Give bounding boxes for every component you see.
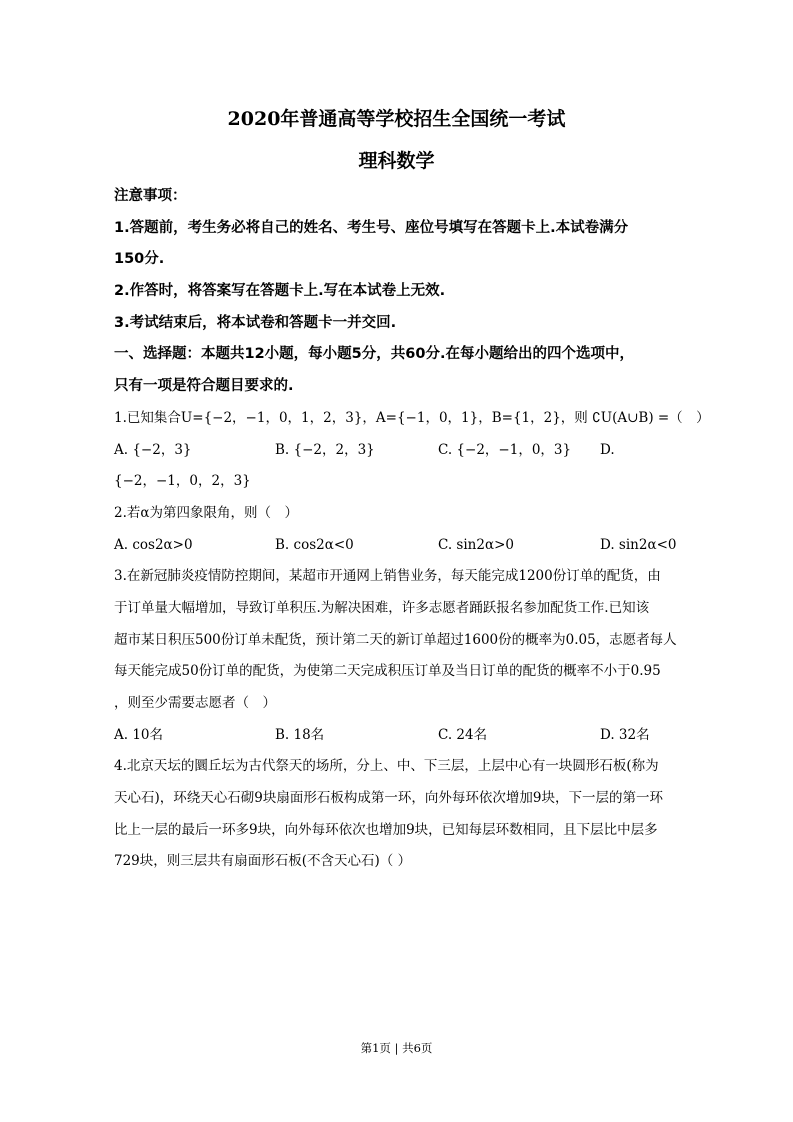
exam-subtitle: 理科数学 [358, 150, 435, 172]
question-3-text: 3.在新冠肺炎疫情防控期间，某超市开通网上销售业务，每天能完成1200份订单的配货，由 [114, 568, 661, 585]
notice-item: 150分. [114, 251, 165, 268]
question-2-text: 2.若α为第四象限角，则（ ） [114, 504, 298, 521]
option-c: C. {−2，−1，0，3} [438, 441, 572, 458]
question-4-text: 天心石)，环绕天心石砌9块扇面形石板构成第一环，向外每环依次增加9块，下一层的第一环 [114, 790, 663, 807]
option-a: A. {−2，3} [114, 441, 192, 458]
option-b: B. cos2α<0 [275, 536, 354, 553]
question-3-text: 超市某日积压500份订单未配货，预计第二天的新订单超过1600份的概率为0.05，志愿者每人 [114, 631, 677, 648]
question-3-options [114, 720, 684, 752]
question-2-options [114, 530, 684, 562]
question-4-text: 比上一层的最后一环多9块，向外每环依次也增加9块，已知每层环数相同，且下层比中层多 [114, 821, 658, 838]
section-heading: 只有一项是符合题目要求的. [114, 378, 294, 395]
question-1-options [114, 435, 684, 467]
option-a: A. cos2α>0 [114, 536, 193, 553]
page-footer: 第1页 | 共6页 [360, 1041, 433, 1055]
notice-item: 2.作答时，将答案写在答题卡上.写在本试卷上无效. [114, 283, 446, 300]
notice-item: 1.答题前，考生务必将自己的姓名、考生号、座位号填写在答题卡上.本试卷满分 [114, 219, 629, 236]
question-3-text: 每天能完成50份订单的配货，为使第二天完成积压订单及当日订单的配货的概率不小于0.95 [114, 663, 661, 680]
option-d: D. [600, 441, 615, 458]
option-c: C. 24名 [438, 726, 488, 743]
notice-heading: 注意事项： [114, 188, 187, 204]
question-1-text: 1.已知集合U={−2，−1，0，1，2，3}，A={−1，0，1}，B={1，2}，则 ∁U(A∪B) =（ ） [114, 409, 710, 426]
question-3-text: ，则至少需要志愿者（ ） [114, 695, 276, 711]
notice-item: 3.考试结束后，将本试卷和答题卡一并交回. [114, 314, 397, 331]
option-d: D. 32名 [600, 726, 650, 743]
option-d-value: {−2，−1，0，2，3} [114, 473, 251, 490]
question-4-text: 729块，则三层共有扇面形石板(不含天心石)（ ） [114, 853, 412, 870]
question-4-text: 4.北京天坛的圜丘坛为古代祭天的场所，分上、中、下三层，上层中心有一块圆形石板(称为 [114, 758, 659, 775]
option-d: D. sin2α<0 [600, 536, 677, 553]
exam-content [114, 181, 710, 878]
section-heading: 一、选择题：本题共12小题，每小题5分，共60分.在每小题给出的四个选项中， [114, 346, 634, 363]
option-a: A. 10名 [114, 726, 164, 743]
option-b: B. {−2，2，3} [275, 441, 375, 458]
option-c: C. sin2α>0 [438, 536, 514, 553]
exam-title: 2020年普通高等学校招生全国统一考试 [227, 108, 566, 130]
option-b: B. 18名 [275, 726, 325, 743]
question-3-text: 于订单量大幅增加，导致订单积压.为解决困难，许多志愿者踊跃报名参加配货工作.已知该 [114, 599, 650, 616]
